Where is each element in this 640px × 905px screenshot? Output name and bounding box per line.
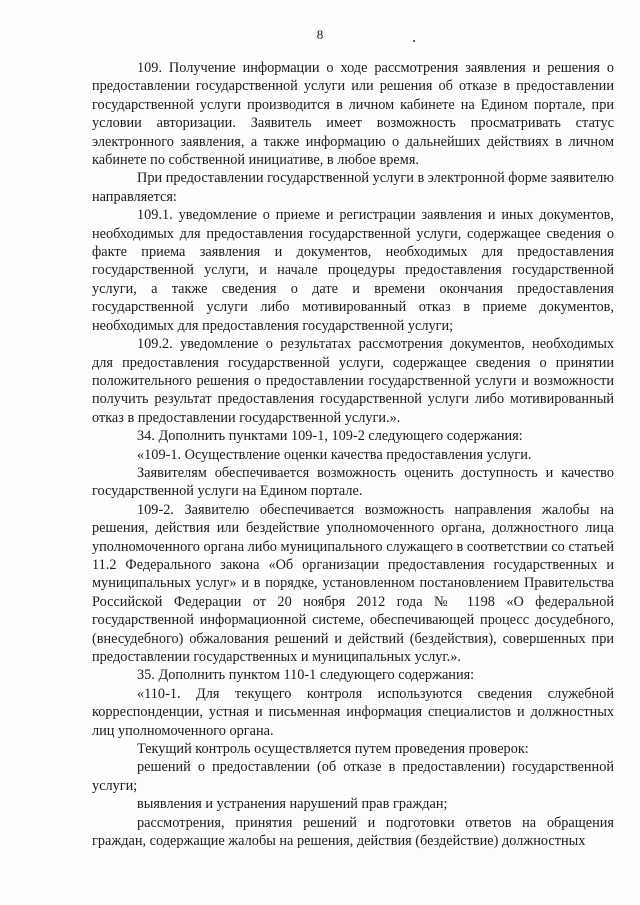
paragraph-consideration: рассмотрения, принятия решений и подготовки ответов на обращения граждан, содержащие жалобы на решения, действия (бездействие) должностных <box>92 814 614 850</box>
paragraph-109-2: 109.2. уведомление о результатах рассмотрения документов, необходимых для предоставления государственной услуги, содержащее сведения о принятии положительного решения о предоставлении государственной услуги и возможности получить результат предоставления государственной услуги либо мотивированный отказ в предоставлении государственной услуги.». <box>92 336 614 426</box>
paragraph-violations: выявления и устранения нарушений прав граждан; <box>137 796 448 813</box>
paragraph-new-109-2: 109-2. Заявителю обеспечивается возможность направления жалобы на решения, действия или бездействие уполномоченного органа, должностного лица уполномоченного органа либо муниципального служащего в соответствии со статьей 11.2 Федерального закона «Об организации предоставления государственных и муниципальных услуг» и в порядке, установленном постановлением Правительства Российской Федерации от 20 ноября 2012 года № 1198 «О федеральной государственной информационной системе, обеспечивающей процесс досудебного, (внесудебного) обжалования решений и действий (бездействия), совершенных при предоставлении государственных и муниципальных услуг.». <box>92 501 614 665</box>
paragraph-decisions: решений о предоставлении (об отказе в предоставлении) государственной услуги; <box>92 759 614 794</box>
page-number: 8 <box>316 27 324 42</box>
paragraph-new-109-1: «109-1. Осуществление оценки качества предоставления услуги. <box>137 446 532 463</box>
document-body <box>92 59 614 850</box>
paragraph-item-34: 34. Дополнить пунктами 109-1, 109-2 следующего содержания: <box>137 428 523 445</box>
scan-speck <box>413 40 415 42</box>
paragraph-quality-assessment: Заявителям обеспечивается возможность оценить доступность и качество государственной услуги на Едином портале. <box>92 464 614 500</box>
paragraph-new-110-1: «110-1. Для текущего контроля используются сведения служебной корреспонденции, устная и письменная информация специалистов и должностных лиц уполномоченного органа. <box>92 685 614 739</box>
paragraph-109: 109. Получение информации о ходе рассмотрения заявления и решения о предоставлении государственной услуги или решения об отказе в предоставлении государственной услуги производится в личном кабинете на Едином портале, при условии авторизации. Заявитель имеет возможность просматривать статус электронного заявления, а также информацию о дальнейших действиях в личном кабинете по собственной инициативе, в любое время. <box>92 60 614 169</box>
paragraph-item-35: 35. Дополнить пунктом 110-1 следующего содержания: <box>137 667 475 684</box>
paragraph-current-control: Текущий контроль осуществляется путем проведения проверок: <box>137 741 529 758</box>
paragraph-electronic-form: При предоставлении государственной услуги в электронной форме заявителю направляется: <box>92 170 614 205</box>
paragraph-109-1: 109.1. уведомление о приеме и регистрации заявления и иных документов, необходимых для предоставления государственной услуги, содержащее сведения о факте приема заявления и документов, необходимых для предоставления государственной услуги, и начале процедуры предоставления государственной услуги, а также сведения о дате и времени окончания предоставления государственной услуги либо мотивированный отказ в приеме документов, необходимых для предоставления государственной услуги; <box>92 207 614 334</box>
